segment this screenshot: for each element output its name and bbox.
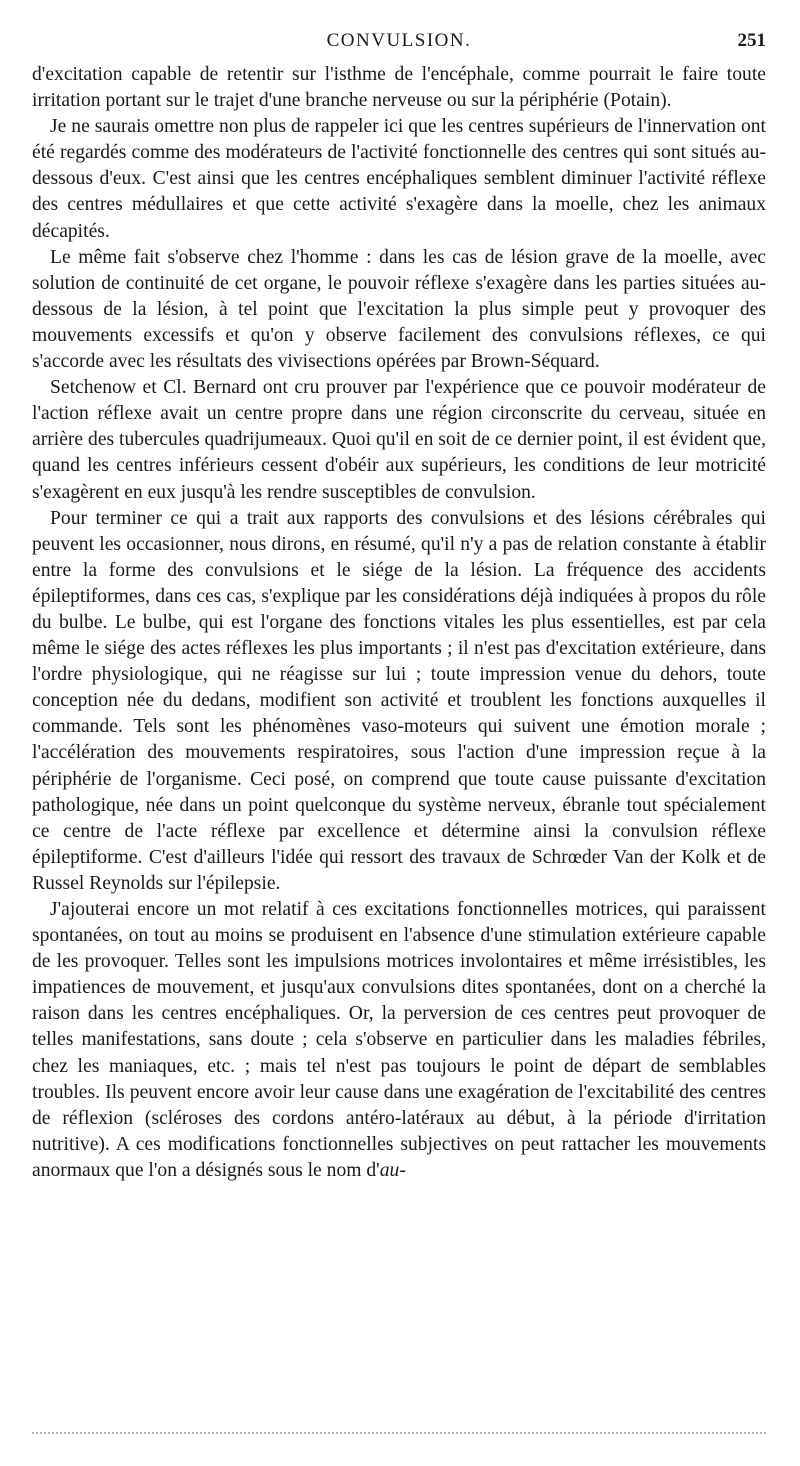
paragraph: Pour terminer ce qui a trait aux rapports des convulsions et des lésions cérébrales qui peuvent les occasionner, nous dirons, en résumé, qu'il n'y a pas de relation constante à établir entre la forme des convulsions et le siége de la lésion. La fréquence des accidents épileptiformes, dans ces cas, s'explique par les considérations déjà indiquées à propos du rôle du bulbe. Le bulbe, qui est l'organe des fonctions vitales les plus essentielles, est par cela même le siége des actes réflexes les plus importants ; il n'est pas d'excitation extérieure, dans l'ordre physiologique, qui ne réagisse sur lui ; toute impression venue du dehors, toute conception née du dedans, modifient son activité et troublent les fonctions auxquelles il commande. Tels sont les phénomènes vaso-moteurs qui suivent une émotion morale ; l'accélération des mouvements respiratoires, sous l'action d'une impression reçue à la périphérie de l'organisme. Ceci posé, on comprend que toute cause puissante d'excitation pathologique, née dans un point quelconque du système nerveux, ébranle tout spécialement ce centre de l'acte réflexe par excellence et détermine ainsi la convulsion réflexe épileptiforme. C'est d'ailleurs l'idée qui ressort des travaux de Schrœder Van der Kolk et de Russel Reynolds sur l'épilepsie. bbox=[32, 507, 766, 894]
running-title: CONVULSION. bbox=[326, 30, 472, 51]
running-head bbox=[32, 30, 766, 58]
paragraph bbox=[32, 897, 766, 1184]
paragraph: Je ne saurais omettre non plus de rappeler ici que les centres supérieurs de l'innervation ont été regardés comme des modérateurs de l'activité fonctionnelle des centres qui sont situés au-dessous d'eux. C'est ainsi que les centres encéphaliques semblent diminuer l'activité réflexe des centres médullaires et que cette activité s'exagère dans la moelle, chez les animaux décapités. bbox=[32, 116, 766, 242]
footer-rule bbox=[32, 1432, 766, 1434]
paragraph: d'excitation capable de retentir sur l'isthme de l'encéphale, comme pourrait le faire toute irritation portant sur le trajet d'une branche nerveuse ou sur la périphérie (Potain). bbox=[32, 64, 766, 112]
paragraph-text: J'ajouterai encore un mot relatif à ces excitations fonctionnelles motrices, qui paraissent spontanées, on tout au moins se produisent en l'absence d'une stimulation extérieure capable de les provoquer. Telles sont les impulsions motrices involontaires et même irrésistibles, les impatiences de mouvement, et jusqu'aux convulsions dites spontanées, dont on a cherché la raison dans les centres encéphaliques. Or, la perversion de ces centres peut provoquer de telles manifestations, sans doute ; cela s'observe en particulier dans les maladies fébriles, chez les maniaques, etc. ; mais tel n'est pas toujours le point de départ de semblables troubles. Ils peuvent encore avoir leur cause dans une exagération de l'excitabilité des centres de réflexion (scléroses des cordons antéro-latéraux au début, à la période d'irritation nutritive). A ces modifications fonctionnelles subjectives on peut rattacher les mouvements anormaux que l'on a désignés sous le nom d' bbox=[32, 899, 766, 1181]
page-number: 251 bbox=[737, 30, 766, 51]
body-text bbox=[32, 62, 766, 1184]
italic-term-fragment: au- bbox=[379, 1159, 406, 1181]
paragraph: Setchenow et Cl. Bernard ont cru prouver par l'expérience que ce pouvoir modérateur de l'action réflexe avait un centre propre dans une région circonscrite du cerveau, située en arrière des tubercules quadrijumeaux. Quoi qu'il en soit de ce dernier point, il est évident que, quand les centres inférieurs cessent d'obéir aux supérieurs, les conditions de leur motricité s'exagèrent en eux jusqu'à les rendre susceptibles de convulsion. bbox=[32, 377, 766, 503]
paragraph: Le même fait s'observe chez l'homme : dans les cas de lésion grave de la moelle, avec solution de continuité de cet organe, le pouvoir réflexe s'exagère dans les parties situées au-dessous de la lésion, à tel point que l'excitation la plus simple peut y provoquer des mouvements excessifs et qu'on y observe facilement des convulsions réflexes, ce qui s'accorde avec les résultats des vivisections opérées par Brown-Séquard. bbox=[32, 246, 766, 373]
